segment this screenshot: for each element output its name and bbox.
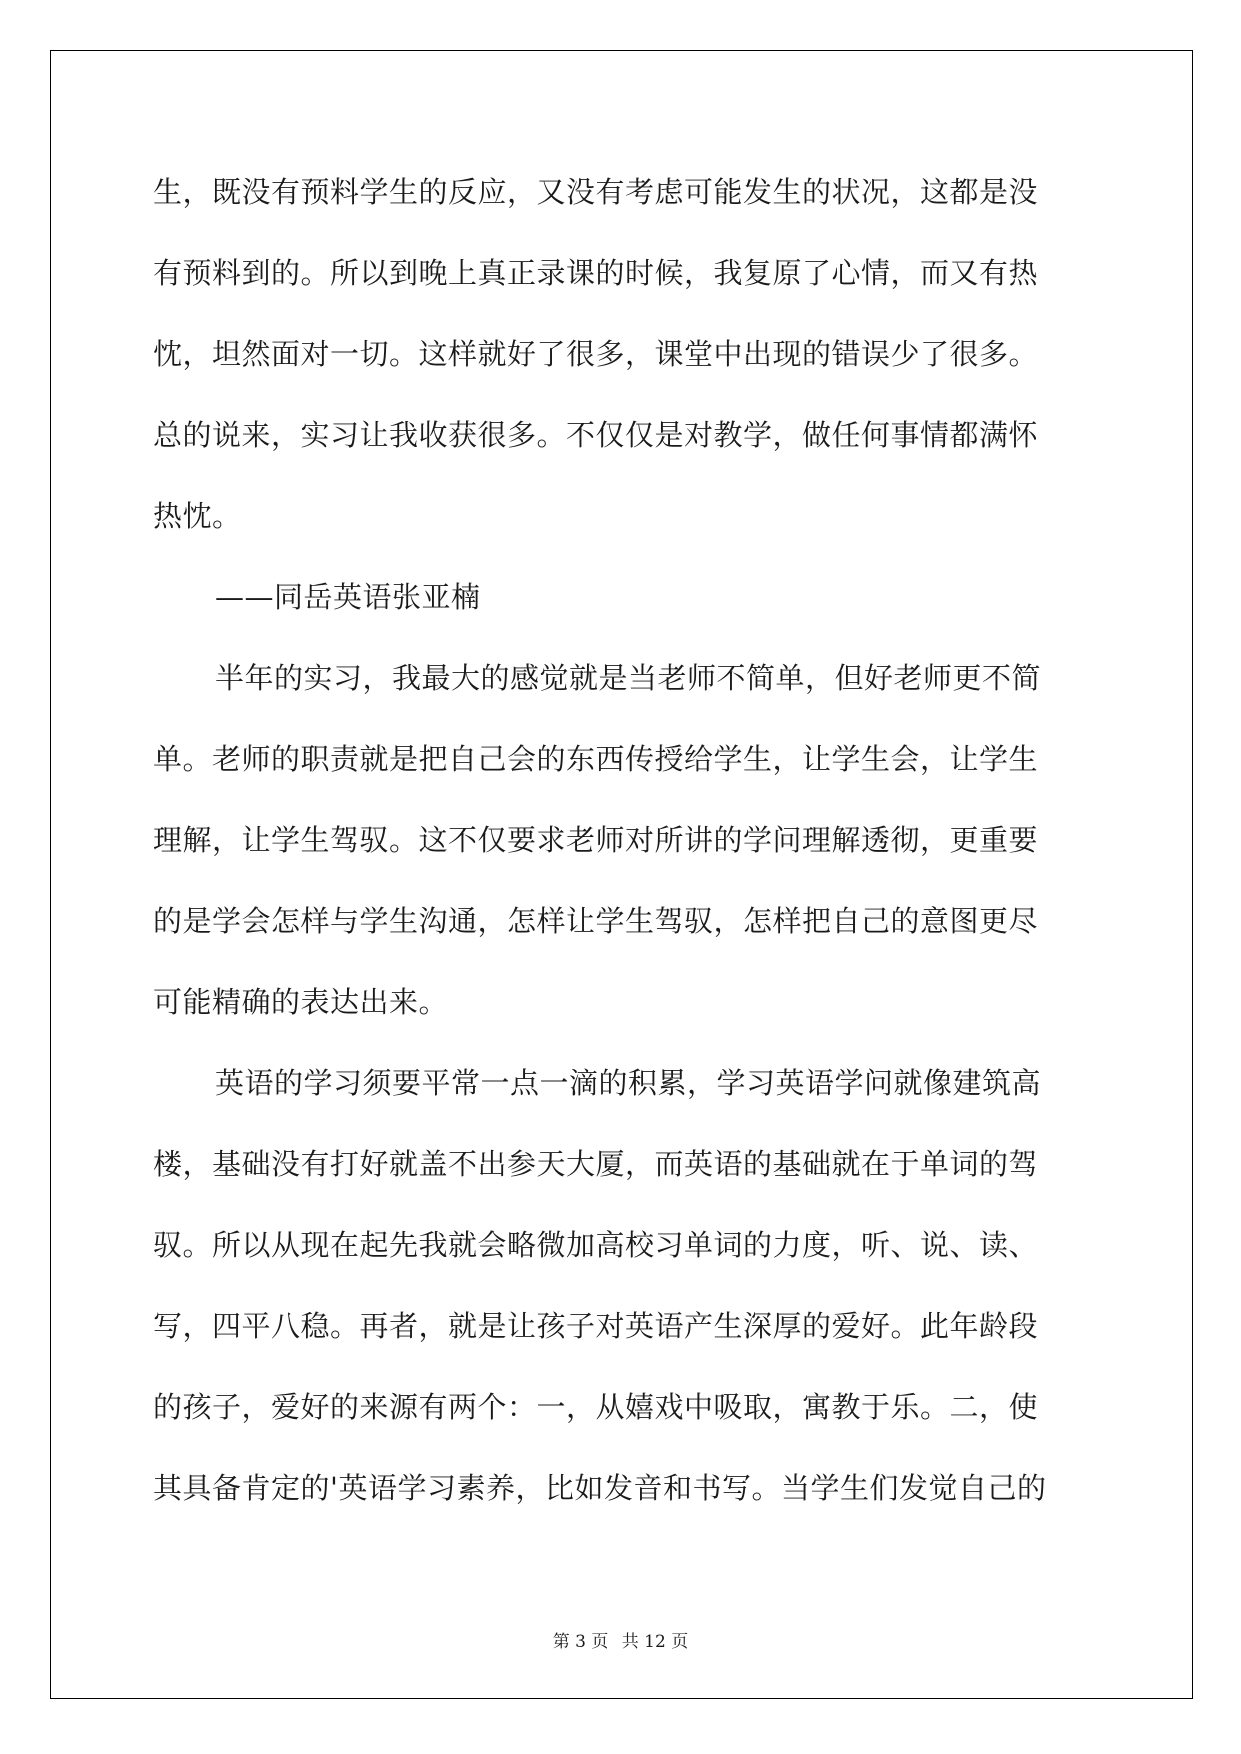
text-line: 生，既没有预料学生的反应，又没有考虑可能发生的状况，这都是没 xyxy=(153,175,1039,209)
total-pages: 共 12 页 xyxy=(621,1632,689,1652)
text-line: 驭。所以从现在起先我就会略微加高校习单词的力度，听、说、读、 xyxy=(153,1228,1039,1262)
document-body xyxy=(153,162,1093,1539)
text-line: 热忱。 xyxy=(153,499,242,533)
page-number: 第 3 页 xyxy=(552,1632,609,1652)
text-line: 写，四平八稳。再者，就是让孩子对英语产生深厚的爱好。此年龄段 xyxy=(153,1309,1039,1343)
text-line: 单。老师的职责就是把自己会的东西传授给学生，让学生会，让学生 xyxy=(153,742,1039,776)
text-line: 的孩子，爱好的来源有两个：一，从嬉戏中吸取，寓教于乐。二，使 xyxy=(153,1390,1039,1424)
paragraph-start: 半年的实习，我最大的感觉就是当老师不简单，但好老师更不简 xyxy=(215,661,1042,695)
paragraph-start: 英语的学习须要平常一点一滴的积累，学习英语学问就像建筑高 xyxy=(215,1066,1042,1100)
page-footer xyxy=(0,1630,1241,1654)
signature-line: ——同岳英语张亚楠 xyxy=(215,580,481,614)
text-line: 其具备肯定的'英语学习素养，比如发音和书写。当学生们发觉自己的 xyxy=(153,1471,1047,1505)
text-line: 有预料到的。所以到晚上真正录课的时候，我复原了心情，而又有热 xyxy=(153,256,1039,290)
text-line: 理解，让学生驾驭。这不仅要求老师对所讲的学问理解透彻，更重要 xyxy=(153,823,1039,857)
text-line: 的是学会怎样与学生沟通，怎样让学生驾驭，怎样把自己的意图更尽 xyxy=(153,904,1039,938)
text-line: 可能精确的表达出来。 xyxy=(153,985,449,1019)
text-line: 楼，基础没有打好就盖不出参天大厦，而英语的基础就在于单词的驾 xyxy=(153,1147,1039,1181)
text-line: 忱，坦然面对一切。这样就好了很多，课堂中出现的错误少了很多。 xyxy=(153,337,1039,371)
text-line: 总的说来，实习让我收获很多。不仅仅是对教学，做任何事情都满怀 xyxy=(153,418,1039,452)
